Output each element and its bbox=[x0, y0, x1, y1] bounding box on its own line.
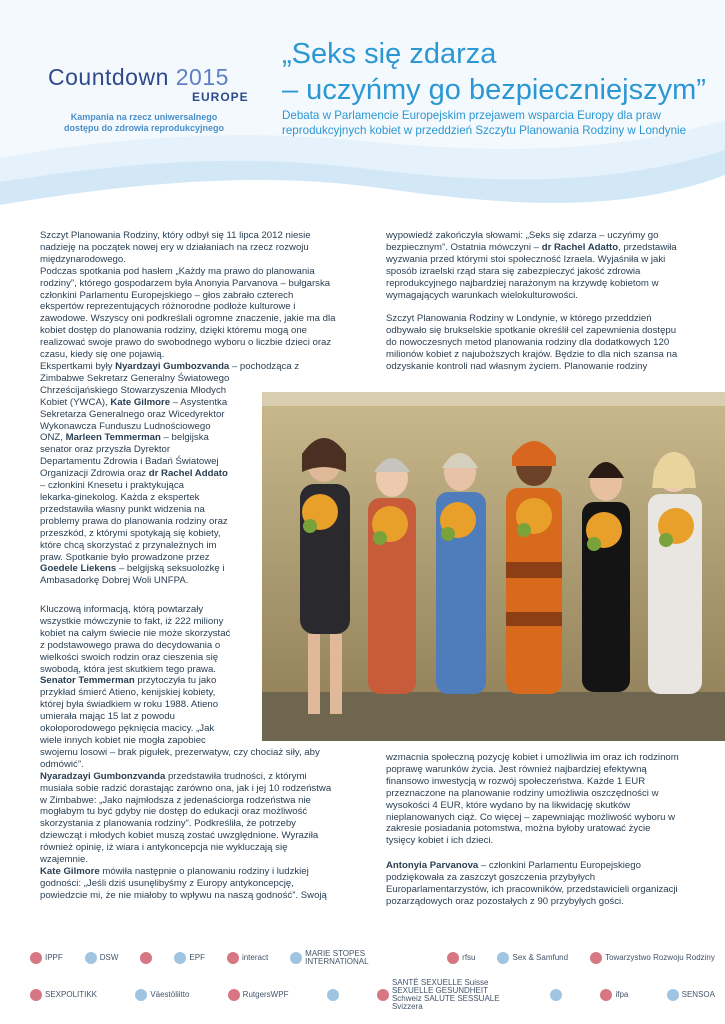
text-run: Zimbabwe Sekretarz Generalny Światowego bbox=[40, 372, 230, 384]
sponsor-logo bbox=[600, 989, 628, 1001]
text-run: problemy prawa do planowania rodziny oraz bbox=[40, 515, 228, 527]
sponsor-logos-row-1 bbox=[30, 943, 715, 973]
page-title bbox=[282, 36, 706, 108]
text-run: – Asystentka bbox=[170, 396, 228, 408]
text-run: Europarlamentarzystów, ich pracowników, przedstawicieli organizacji bbox=[386, 883, 678, 895]
sponsor-name: rfsu bbox=[462, 953, 476, 962]
sponsor-mark-icon bbox=[85, 952, 97, 964]
sponsor-name: Sex & Samfund bbox=[512, 953, 569, 962]
sponsor-logo bbox=[290, 950, 425, 966]
text-line: zawodowe. Wszyscy oni podkreślali ogromne znaczenie, jakie ma dla bbox=[40, 313, 336, 325]
text-run: reprodukcyjnego najbardziej narażonym na krzywdę kobietom w bbox=[386, 277, 659, 289]
sponsor-mark-icon bbox=[30, 952, 42, 964]
text-run: ONZ, bbox=[40, 432, 66, 444]
countdown-logo bbox=[48, 64, 249, 104]
sponsor-logo bbox=[590, 952, 715, 964]
text-run: której była świadkiem w roku 1988. Atieno bbox=[40, 699, 219, 711]
text-run: powiedzcie mi, że nie miałoby to wpływu na naszą godność”. Swoją bbox=[40, 889, 327, 901]
text-line: Szczyt Planowania Rodziny w Londynie, w którego przeddzień bbox=[386, 313, 652, 324]
sponsor-name: MARIE STOPES INTERNATIONAL bbox=[305, 949, 369, 966]
sponsor-logo bbox=[327, 989, 339, 1001]
text-run: skorzystania z planowania rodziny”. Podkreśliła, że potrzeby bbox=[40, 818, 296, 830]
text-run: odmówić”. bbox=[40, 758, 84, 770]
text-run: – członkini Parlamentu Europejskiego bbox=[478, 860, 641, 871]
text-line: Podczas spotkania pod hasłem „Każdy ma prawo do planowania bbox=[40, 265, 315, 277]
sponsor-logo bbox=[550, 989, 562, 1001]
text-line: zakresie posiadania potomstwa, można byłoby uratować życie bbox=[386, 823, 651, 835]
text-line: przeznaczone na planowanie rodziny umożliwia oszczędności w bbox=[386, 787, 659, 799]
text-run: – belgijską seksuolożkę i bbox=[116, 563, 225, 575]
text-line: realizować swoje prawo do swobodnego wyboru o liczbie dzieci oraz bbox=[40, 337, 332, 349]
text-run: wszystkie mówczynie to fakt, iż 222 miliony bbox=[40, 615, 224, 627]
text-run: z podstawowego prawa do decydowania o bbox=[40, 639, 221, 651]
text-line: odbywało się brukselskie spotkanie określił cel zapewnienia dostępu bbox=[386, 324, 677, 336]
text-run: które chcą skorzystać z przynależnych im bbox=[40, 539, 217, 551]
text-run: mówiła następnie o planowaniu rodziny i ludzkiej bbox=[99, 865, 309, 877]
article-closing bbox=[386, 860, 716, 908]
sponsor-mark-icon bbox=[290, 952, 302, 964]
sponsor-mark-icon bbox=[600, 989, 612, 1001]
sponsor-logo bbox=[667, 989, 715, 1001]
article-column-left bbox=[40, 230, 340, 361]
text-line: członkini Parlamentu Europejskiego – głos zabrało czterech bbox=[40, 289, 294, 301]
sponsor-mark-icon bbox=[377, 989, 389, 1001]
sponsor-mark-icon bbox=[327, 989, 339, 1001]
text-run: Organizacji Zdrowia oraz bbox=[40, 468, 149, 480]
text-run: pozarządowych oraz pozostałych z 90 przybyłych gości. bbox=[386, 895, 624, 907]
sponsor-mark-icon bbox=[667, 989, 679, 1001]
text-run: Wykonawcza Funduszu Ludnościowego bbox=[40, 420, 211, 432]
sponsor-mark-icon bbox=[590, 952, 602, 964]
sponsor-logo bbox=[447, 952, 475, 964]
sponsor-logo bbox=[135, 989, 189, 1001]
text-run: senator oraz przyszła Dyrektor bbox=[40, 444, 171, 456]
text-run: wymagających warunkach wielokulturowości. bbox=[386, 289, 578, 301]
text-run: , przedstawiła bbox=[618, 241, 677, 253]
text-line: wzmacnia społeczną pozycję kobiet i umożliwia im oraz ich rodzinom bbox=[386, 752, 679, 763]
sponsor-logo bbox=[497, 952, 568, 964]
text-line: nieplanowanych ciąż. Co więcej – zapewniając możliwość wyboru w bbox=[386, 811, 676, 823]
sponsor-logo bbox=[174, 952, 205, 964]
sponsor-mark-icon bbox=[447, 952, 459, 964]
sponsor-name: IPPF bbox=[45, 953, 63, 962]
sponsor-logo bbox=[85, 952, 119, 964]
text-run: Chrześcijańskiego Stowarzyszenia Młodych bbox=[40, 384, 227, 396]
text-run: przytoczyła tu jako bbox=[134, 675, 217, 687]
text-line: tysięcy kobiet i ich dzieci. bbox=[386, 835, 494, 847]
text-run: – pochodząca z bbox=[229, 361, 300, 372]
text-line: do nowoczesnych metod planowania rodziny dla dodatkowych 120 bbox=[386, 336, 670, 348]
text-run: godności: „Jeśli dziś usunęlibyśmy z Europy antykoncepcję, bbox=[40, 877, 294, 889]
name-highlight: Marleen Temmerman bbox=[65, 432, 161, 444]
text-run: wypowiedź zakończyła słowami: „Seks się zdarza – uczyńmy go bbox=[386, 230, 659, 241]
text-run: przeszkód, z którymi spotykają się kobiety, bbox=[40, 527, 221, 539]
text-run: przedstawiła trudności, z którymi bbox=[165, 770, 307, 782]
sponsor-logo bbox=[228, 989, 289, 1001]
sponsor-mark-icon bbox=[30, 989, 42, 1001]
name-highlight: Senator Temmerman bbox=[40, 675, 135, 687]
logo-region: EUROPE bbox=[192, 90, 249, 104]
text-run: przedstawiła własny punkt widzenia na bbox=[40, 503, 205, 515]
text-run: praw. Spotkanie było prowadzone przez bbox=[40, 551, 210, 563]
sponsor-mark-icon bbox=[135, 989, 147, 1001]
logo-tagline: Kampania na rzecz uniwersalnego dostępu do zdrowia reprodukcyjnego bbox=[63, 112, 224, 133]
text-run: Kobiet (YWCA), bbox=[40, 396, 111, 408]
logo-year: 2015 bbox=[175, 64, 229, 90]
sponsor-mark-icon bbox=[228, 989, 240, 1001]
text-run: umierała mając 15 lat z powodu bbox=[40, 711, 175, 723]
sponsor-logo bbox=[30, 989, 97, 1001]
text-line: czasu, kiedy się one pojawią. bbox=[40, 349, 165, 361]
sponsor-name: interact bbox=[241, 953, 269, 962]
name-highlight: Nyardzayi Gumbozvanda bbox=[115, 361, 230, 372]
sponsor-name: EPF bbox=[189, 953, 205, 962]
text-run: Kluczową informacją, którą powtarzały bbox=[40, 604, 204, 615]
article-column-right-bottom bbox=[386, 752, 716, 847]
article-column-right-top bbox=[386, 230, 716, 301]
name-highlight: Kate Gilmore bbox=[110, 396, 171, 408]
text-line: poprawę warunków życia. Jest również najbardziej efektywną bbox=[386, 763, 647, 775]
sponsor-mark-icon bbox=[174, 952, 186, 964]
sponsor-name: Väestöliitto bbox=[150, 990, 190, 999]
group-photo bbox=[262, 392, 725, 741]
sponsor-name: SEXPOLITIKK bbox=[45, 990, 98, 999]
text-run: Departamentu Zdrowia i Badań Światowej bbox=[40, 456, 219, 468]
name-highlight: Nyaradzayi Gumbonzvanda bbox=[40, 770, 166, 782]
sponsor-mark-icon bbox=[550, 989, 562, 1001]
text-run: przykład śmierć Atieno, kenijskiej kobiety, bbox=[40, 687, 216, 699]
text-run: swojemu losowi – brak pigułek, prezerwatyw, czy chociaż siły, aby bbox=[40, 746, 320, 758]
text-line: finansowo inwestycją w rozwój społeczeństwa. Każde 1 EUR bbox=[386, 775, 646, 787]
name-highlight: dr Rachel Addato bbox=[148, 468, 228, 480]
text-run: kobiet na całym świecie nie może skorzystać bbox=[40, 627, 231, 639]
name-highlight: Kate Gilmore bbox=[40, 865, 100, 877]
text-line: nadzieję na początek nowej ery w działaniach na rzecz rozwoju bbox=[40, 241, 309, 253]
text-run: wzajemnie. bbox=[40, 854, 88, 866]
text-run: sposób izraelski rząd stara się zabezpieczyć jakość zdrowia bbox=[386, 265, 641, 277]
text-run: Sekretarza Generalnego oraz Wicedyrektor bbox=[40, 408, 225, 420]
article-column-left-experts bbox=[40, 361, 300, 587]
text-line: ekspertów reprezentujących różnorodne podłoże kulturowe i bbox=[40, 301, 296, 313]
name-highlight: Antonyia Parvanova bbox=[386, 860, 479, 871]
text-run: w Zimbabwe: „Jako najmłodsza z jedenaściorga rodzeństwa nie bbox=[40, 794, 311, 806]
sponsor-name: SENSOA bbox=[681, 990, 715, 999]
name-highlight: dr Rachel Adatto bbox=[541, 241, 619, 253]
sponsor-logo bbox=[140, 952, 152, 964]
title-line-2: – uczyńmy go bezpieczniejszym” bbox=[282, 74, 706, 106]
text-line: międzynarodowego. bbox=[40, 253, 126, 265]
sponsor-name: RutgersWPF bbox=[242, 990, 289, 999]
text-line: wysokości 4 EUR, które wydano by na likwidację skutków bbox=[386, 799, 631, 811]
text-run: Ekspertkami były bbox=[40, 361, 116, 372]
text-run: – belgijska bbox=[160, 432, 209, 444]
text-run: – członkini Knesetu i praktykująca bbox=[40, 480, 184, 492]
sponsor-logos-row-2 bbox=[30, 980, 715, 1010]
text-run: Ambasadorkę Dobrej Woli UNFPA. bbox=[40, 575, 189, 587]
sponsor-mark-icon bbox=[497, 952, 509, 964]
text-run: okołoporodowego pęknięcia macicy. „Jak bbox=[40, 723, 215, 735]
sponsor-logo bbox=[30, 952, 63, 964]
text-line: odzyskanie kontroli nad własnym życiem. Planowanie rodziny bbox=[386, 360, 648, 372]
sponsor-name: SANTÉ SEXUELLE Suisse SEXUELLE GESUNDHEIT Schweiz SALUTE SESSUALE Svizzera bbox=[391, 978, 500, 1011]
text-run: wyzwania przed którymi stoi społeczność Izraela. Wyjaśniła w jaki bbox=[386, 253, 666, 265]
sponsor-name: ifpa bbox=[615, 990, 629, 999]
sponsor-logo bbox=[377, 979, 512, 1011]
sponsor-name: DSW bbox=[99, 953, 119, 962]
text-run: lekarka-ginekolog. Każda z ekspertek bbox=[40, 491, 200, 503]
text-line: milionów kobiet z najuboższych krajów. Będzie to dla nich szansa na bbox=[386, 348, 678, 360]
sponsor-logo bbox=[227, 952, 268, 964]
text-run: podziękowała za zaszczyt goszczenia przybyłych bbox=[386, 871, 596, 883]
name-highlight: Goedele Liekens bbox=[40, 563, 117, 575]
text-run: mogłabym tu być gdyby nie dostęp do edukacji oraz możliwość bbox=[40, 806, 308, 818]
sponsor-name: Towarzystwo Rozwoju Rodziny bbox=[605, 953, 715, 962]
sponsor-mark-icon bbox=[227, 952, 239, 964]
text-run: wiele innych kobiet nie mogła zapobiec bbox=[40, 734, 206, 746]
page-subtitle: Debata w Parlamencie Europejskim przejawem wsparcia Europy dla praw reprodukcyjnych kobiet w przeddzień Szczytu Planowania Rodziny w Londynie bbox=[282, 109, 687, 137]
text-line: kobiet dostęp do planowania rodziny, dzięki któremu mogą one bbox=[40, 325, 308, 337]
article-column-right-summit bbox=[386, 313, 716, 373]
text-line: rodziny”, którego gospodarzem była Anonyia Parvanova – bułgarska bbox=[40, 277, 331, 289]
text-run: dziewcząt i młodych kobiet muszą zostać uwzględnione. Wyraziła bbox=[40, 830, 319, 842]
text-run: również opinię, iż wiara i antykoncepcja nie wykluczają się bbox=[40, 842, 288, 854]
sponsor-mark-icon bbox=[140, 952, 152, 964]
text-run: musiała sobie radzić dorastając zarówno ona, jak i jej 10 rodzeństwa bbox=[40, 782, 332, 794]
text-run: swobodą, która jest skutkiem tego prawa. bbox=[40, 663, 216, 675]
text-run: wielkości swoich rodzin oraz cieszenia się bbox=[40, 651, 219, 663]
title-line-1: „Seks się zdarza bbox=[282, 38, 497, 70]
logo-countdown: Countdown bbox=[48, 64, 169, 90]
text-line: Szczyt Planowania Rodziny, który odbył się 11 lipca 2012 niesie bbox=[40, 230, 311, 241]
text-run: bezpiecznym”. Ostatnia mówczyni – bbox=[386, 241, 542, 253]
